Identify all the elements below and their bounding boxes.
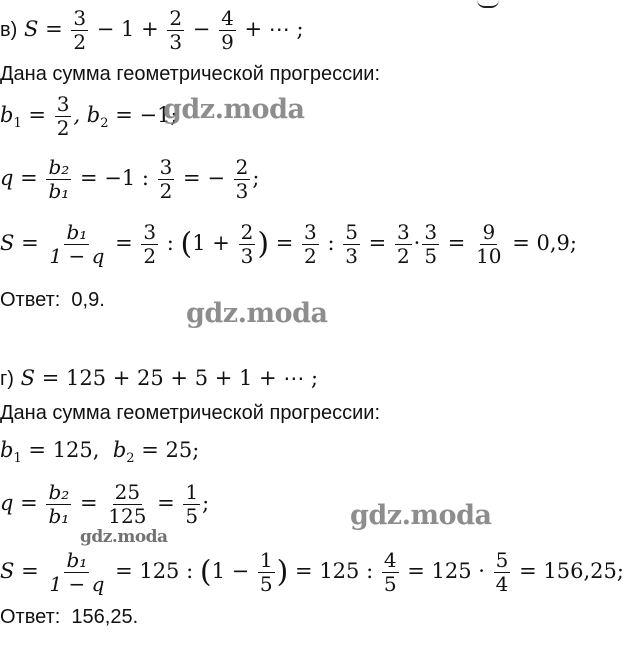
- fraction: $\frac{1}{5}$: [185, 480, 199, 528]
- fraction: $\frac{\text{b₂}}{\text{b₁}}$: [48, 480, 70, 528]
- minus: −: [192, 17, 211, 41]
- fraction: $\frac{3}{2}$: [396, 220, 410, 268]
- part-v-label: в): [0, 19, 18, 41]
- fraction: $\frac{\text{b₂}}{\text{b₁}}$: [48, 155, 70, 203]
- part-v-terms: $b_1$ = $\frac{3}{2}$ , $b_2 = -1$;: [0, 92, 178, 140]
- watermark: gdz.moda: [80, 527, 168, 547]
- fraction: $\frac{9}{10}$: [476, 220, 502, 268]
- fraction: $\frac{2}{3}$: [169, 6, 183, 54]
- part-g-sum-formula: S = $\frac{\text{b₁}}{1 - q}$ = 125 : (1 − $\frac{1}{5}$ ) = 125 : $\frac{4}{5}$ = 125 · $\frac{5}{4}$ = 156,25;: [0, 548, 624, 596]
- sum-var: S: [23, 17, 39, 41]
- watermark: gdz.moda: [350, 500, 492, 531]
- fraction: $\frac{3}{2}$: [73, 6, 87, 54]
- fraction: $\frac{3}{2}$: [304, 220, 317, 268]
- part-g-ratio: q = $\frac{\text{b₂}}{\text{b₁}}$ = $\frac{25}{125}$ = $\frac{1}{5}$ ;: [0, 480, 210, 528]
- watermark: gdz.moda: [163, 94, 305, 125]
- term: − 1 +: [96, 17, 159, 41]
- eq: =: [45, 17, 63, 41]
- fraction: $\frac{3}{2}$: [143, 220, 157, 268]
- fraction: $\frac{2}{3}$: [240, 220, 254, 268]
- fraction: $\frac{2}{3}$: [235, 155, 249, 203]
- part-v-sum-formula: S = $\frac{\text{b₁}}{1 - q}$ = $\frac{3}{2}$ : (1 + $\frac{2}{3}$ ) = $\frac{3}{2}$ : $\frac{5}{3}$ = $\frac{3}{2}$ · $\frac{3}{5}$ = $\frac{9}{10}$ = 0,9;: [0, 220, 577, 268]
- fraction: $\frac{5}{3}$: [345, 220, 358, 268]
- fraction: $\frac{3}{2}$: [159, 155, 173, 203]
- fraction: $\frac{5}{4}$: [495, 548, 509, 596]
- part-v-given: Дана сумма геометрической прогрессии:: [0, 63, 380, 85]
- watermark: gdz.moda: [186, 298, 328, 329]
- part-g-terms: $b_1 = 125$, $b_2 = 25$;: [0, 438, 200, 466]
- tail: + ⋯ ;: [244, 17, 304, 41]
- fraction: $\frac{4}{9}$: [221, 6, 234, 54]
- part-g-given: Дана сумма геометрической прогрессии:: [0, 402, 380, 424]
- part-g-answer: Ответ: 156,25.: [0, 606, 139, 628]
- fraction: $\frac{\text{b₁}}{1 - q}$: [49, 220, 105, 268]
- fraction: $\frac{\text{b₁}}{1 - q}$: [49, 548, 105, 596]
- part-v-sum: [0, 8, 304, 53]
- fraction: $\frac{1}{5}$: [259, 548, 273, 596]
- part-g-sum: г) S = 125 + 25 + 5 + 1 + ⋯ ;: [0, 366, 319, 390]
- part-v-answer: Ответ: 0,9.: [0, 289, 105, 311]
- fraction: $\frac{3}{5}$: [424, 220, 438, 268]
- part-v-ratio: q = $\frac{\text{b₂}}{\text{b₁}}$ = −1 : $\frac{3}{2}$ = − $\frac{2}{3}$ ;: [0, 155, 260, 203]
- fraction: $\frac{25}{125}$: [108, 480, 147, 528]
- fraction: $\frac{4}{5}$: [383, 548, 397, 596]
- cropped-bracket: [477, 0, 499, 8]
- part-g-label: г): [0, 368, 14, 390]
- fraction: $\frac{3}{2}$: [56, 92, 70, 140]
